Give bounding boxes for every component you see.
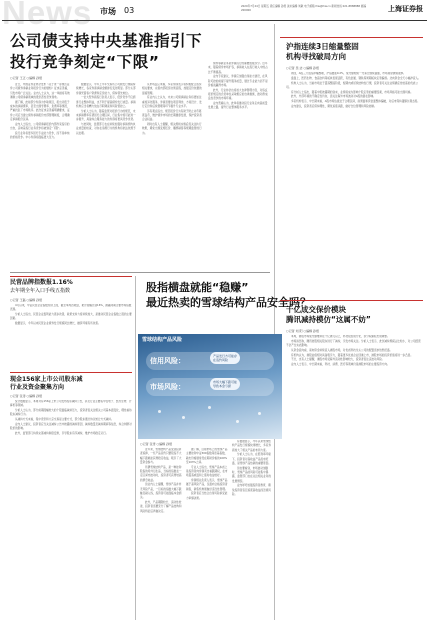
paragraph: 不过，也有人士提醒，港股市场受海外流动性影响较大，投资者需注意波动风险。 [291,358,385,362]
paragraph: 业内普遍认为，此举将推动投行业务走向高质量发展之路，提升行业整体服务水平。 [208,102,268,110]
column-divider [135,276,136,620]
left-headline-2-line1: 现金156家上市公司股东减 [10,376,83,383]
paragraph: 此外，外部环境的不确定性仍存，需关注海外市场波动对A股的潜在影响。 [291,95,376,99]
right-article-2-body [286,335,423,620]
right-headline-1-line1: 沪指连续3日缩量整固 [286,42,359,51]
paragraph: 有数据显示，今年以来雪球结构产品发行规模快速增长，多家券商加大了相关产品的布局力度。 [232,440,271,452]
left-headline-1-line2: 去年期全年入口手线五指数 [10,288,71,294]
paragraph: 与此同时，监管部门也在持续加强对承销机构执业质量的检查，对存在违规行为的机构将依法依规予以处理。 [76,123,136,135]
right-article-1-body [286,72,423,294]
main-column-3 [142,83,204,268]
paragraph: 本周，港股市场成交额维持在千亿港元以上，科技股表现分化，部分权重股出现调整。 [291,335,390,338]
paragraph: 近年来，雪球结构产品受到投资者追捧，一些产品宣传只要股指不大幅下跌就能获得稳定收益，吸引了大量资金参与。 [140,448,182,464]
right-headline-1-line2: 机构寻找破局方向 [286,52,346,61]
paragraph: 有分析人士指出，随着中报披露期的到来，业绩将成为影响个股走势的重要因素，市场风格可能出现切换。 [291,90,413,94]
credit-risk-label: 信用风险： [150,357,185,365]
paragraph: 数据显示，今年以来民营企业债券发行规模同比增长，融资环境有所改善。 [15,322,101,326]
paragraph: 分析人士认为，随着监管对报价行为的规范，未来承销费率有望回归合理区间，行业集中度可能进一步提升，具备综合服务能力的券商将更具竞争优势。 [76,109,136,122]
paragraph: 从减持方式来看，集中竞价和大宗交易是主要方式，部分股东通过协议转让方式减持。 [15,418,114,422]
paragraph: 但也要看到，市场波动加剧时，雪球产品的风险可能集中暴露，监管部门也在关注相关业务的发展情况。 [232,466,271,483]
main-byline: ○记者 王正 ○编辑 孙煜 [10,76,43,80]
paragraph: 数据显示，今年上半年交易所公司债发行规模持续增长，各家券商承销金额排名变化明显。部分头部券商凭借客户资源和定价能力，保持领先地位。 [76,83,136,95]
main-headline-line1: 公司债支持中央基准指引下 [10,32,203,50]
paragraph: 从市场反应来看，多家券商表示将积极配合落实相关要求，完善内部报价决策流程，加强定价依据的留痕管理。 [142,83,202,95]
left-headline-2-line2: 行业及资金聚集方向 [10,384,65,391]
feature-byline: ○记者 张雪 ○编辑 孙煜 [140,442,173,446]
paragraph: 从资金流向看，南向资金持续流入港股市场，对优质科技龙头公司的配置需求依然旺盛。 [291,348,393,352]
paragraph: 业内建议，投资者应保持理性，避免追涨杀跌，做好仓位管理和风险控制。 [291,105,377,109]
paragraph: 此外，产品期限较长、流动性较差，投资者需要充分了解产品结构和风险特征后再做决定。 [140,501,182,513]
section-rule [280,37,423,38]
feature-column-1 [140,448,182,620]
section-divider [10,272,270,273]
paragraph: 有业内人士认为，未来公司债承销业务将更加注重差异化服务，券商需要在项目筛选、方案设计、发行定价和后续管理等环节提升专业水平。 [142,96,202,108]
paragraph: 此外，行业协会也将加大自律管理力度，对违反报价规定的会员单位采取相应的自律措施，推动形成良性竞争的市场环境。 [208,88,268,101]
paragraph: 券商相关负责人表示，雪球产品属于高风险产品，仅面向合格投资者销售，销售机构须做好适当性管理。 [186,479,228,491]
paragraph: 专业人士指出，雪球产品本质上是投资者向券商卖出看跌期权，在市场震荡或温和上涨时收益较好。 [186,465,228,478]
left-article-2-body [10,400,132,620]
paragraph: 市场消息称，腾讯控股相关股东进行了减持，引发市场关注。分析人士表示，此次减持规模占比较小，对公司经营不会产生实质影响。 [286,339,421,348]
paragraph: 业内呼吁加强投资者教育，避免投资者盲目追逐高收益而忽视风险。 [232,484,271,497]
paragraph: 另有观点指出，规范报价行为有助于防止劣币驱逐良币，维护债券市场的长期健康发展，保护投资者合法权益。 [142,109,202,122]
paragraph: 此外，监管部门持续完善减持制度安排，引导股东有序减持，维护市场稳定运行。 [15,432,109,436]
left-headline-2 [10,376,83,392]
left-headline-1-line1: 民营品牌指数报1.16% [10,279,73,286]
credit-risk-bubble: 产品发行方可能存在违约风险 [210,352,240,364]
feature-headline-line1: 股指横盘就能“稳赚” [146,281,249,294]
main-column-1 [10,83,72,268]
right-byline-2: ○记者 刘 阳 ○编辑 孙煜 [286,329,320,333]
right-headline-2-line1: 千亿成交保价模块 [286,305,346,314]
page-header [0,0,429,30]
figure-title: 雪球结构产品风险 [142,337,183,343]
snowball-icon [182,416,185,419]
paragraph: 业内人士表示，中长期来看，科技、消费、医疗等领域仍是港股市场的主要投资方向。 [291,363,390,367]
left-byline-1: ○记者 王磊 ○编辑 孙煜 [10,298,43,302]
newspaper-name: 上海证券报 [388,4,423,13]
right-headline-2 [286,305,371,325]
paragraph: 债券承销业务是券商投行的重要组成部分。近年来，随着债券市场扩容，承销收入在投行收入中的占比不断提高。 [208,62,268,74]
paragraph: 一位大型券商投行负责人表示，低价竞争不仅损害行业整体利益，也不利于提高债券发行质量。承销机构应当将精力放在尽职调查和风险管控上。 [76,96,136,108]
paragraph: 据了解，目前市场上的雪球产品主要挂钩中证500指数等宽基指数，敲出价格通常设在期初价格的100%至103%之间。 [186,448,228,464]
paragraph: 同时也有人士提醒，相关规则实施后需关注执行效果，避免出现变相压价、捆绑销售等规避监管的行为。 [142,123,202,135]
right-headline-1 [286,42,359,62]
section-rule [10,276,132,277]
snowball-icon [208,406,211,409]
main-column-2 [76,83,138,268]
paragraph: 机构人士认为，当前市场处于震荡整固阶段，短期内或延续结构性行情，投资者可关注业绩确定性较高的优质公司。 [286,81,419,89]
header-rule [2,20,427,21]
feature-column-2 [186,448,228,620]
paragraph: 业内专家建议，券商应加强自身能力建设，在风险可控的前提下提升服务质量，通过专业能力而不是价格战赢得市场。 [208,75,268,87]
snowball-icon [236,420,239,423]
paragraph: 分析人士指出，民营企业盈利能力逐步改善，政策支持力度持续加大，是推动民营企业指数上涨的主要因素。 [10,313,132,321]
snowball-icon [258,412,261,415]
paragraph: 盘面上，医药生物、食品饮料等板块表现活跃，有色金属、钢铁等周期板块走势偏弱。北向资金全天小幅净流入。 [291,76,421,80]
feature-illustration [138,334,282,439]
brand-mark: News [2,0,93,31]
page-number: 03 [124,6,135,15]
main-headline-line2: 投行竞争刻定“下限” [10,53,160,71]
snowball-icon [158,410,161,413]
feature-headline-line2: 最近热卖的雪球结构产品安全吗？ [146,296,311,309]
section-rule [10,372,132,373]
paragraph: 近日，中国证券业协会发布《关于进一步规范证券公司债券承销业务报价行为的通知》征求意见稿，引发市场广泛关注。业内人士认为，这一举措将有效遏制公司债承销领域的低价恶性竞争现象。 [10,83,70,99]
paragraph: 投行业务将更多回归专业能力竞争，而不是单纯的价格竞争。中小券商将面临更大压力。 [10,131,70,140]
column-divider [274,24,275,620]
paragraph: 有机构认为，港股估值相对具备吸引力，随着更多优质企业回港上市，港股市场的投资价值将进一步凸显。 [291,353,413,357]
left-byline-2: ○记者 张涛 ○编辑 孙煜 [10,394,43,398]
paragraph: 4月以来，中证民营企业指数连续上涨，截至本周四收盘，累计涨幅达到16%，跑赢同期主要市场指数表现。 [10,304,132,312]
paragraph: 统计数据显示，本周共有156家上市公司发布股东减持公告，涉及行业主要集中在电子、医药生物、计算机等领域。 [10,400,132,408]
paragraph: 但业内人士提醒，雪球产品并非无风险产品，一旦标的指数大幅下跌触及敲入线，投资者可能面临本金损失。 [140,483,182,500]
edition-meta: 2020年7月24日 星期五 责任编辑 孙煜 美术编辑 刘敏 电子邮箱 lhw@lhw.cn 新闻热线 021-8888888 邮编 200000 [241,5,367,12]
left-headline-1 [10,279,73,295]
right-byline-1: ○记者 吴 洁 ○编辑 孙煜 [286,66,320,70]
paragraph: 分析人士认为，在低利率环境下，投资者对高收益产品需求旺盛，是雪球产品热销的重要原因。 [232,453,271,465]
left-article-1-body [10,304,132,366]
paragraph: 所谓雪球结构产品，是一种挂钩股指的场外衍生品，当标的指数在一定区间内波动时，投资者可获得较高的票息收益。 [140,465,182,482]
paragraph: 业内人士建议，投资者应当关注减持公告中披露的减持原因、减持数量及减持期间等信息，综合判断对股价的影响。 [10,422,132,431]
market-risk-label: 市场风险： [150,383,185,391]
paragraph: 业内人士指出，公司债承销报价内部约束指引的出台，意味着投行业务竞争将被划定“下限”。 [10,122,70,130]
paragraph: 据了解，此前部分券商为争取项目，报出远低于成本的承销费率，甚至出现零费率、负费率等情况，严重扰乱了市场秩序。此次征求意见稿明确要求，证券公司应当建立债券承销报价内部管理制度，合理确定承销报价区间。 [10,100,70,121]
paragraph: 分析人士认为，部分前期涨幅较大的个股面临减持压力，投资者需关注相关公司基本面变化，理性看待股东减持行为。 [10,409,132,417]
section-name: 市场 [100,7,116,16]
paragraph: 投资者应当结合自身风险承受能力审慎决策。 [186,492,228,500]
paragraph: 多家机构表示，中长期来看，A股市场估值处于合理区间，政策面和资金面整体偏暖，对后市保持谨慎乐观态度。 [291,100,420,104]
main-column-4 [208,62,270,268]
section-rule [280,300,423,301]
market-risk-bubble: 市场大幅下跌可能导致本金亏损 [210,378,240,390]
feature-column-3 [232,440,272,620]
right-headline-2-line2: 腾讯减持模仿“这属不妨” [286,315,371,324]
paragraph: 周四，A股三大股指窄幅整理，沪指微涨0.2%，成交额较前一交易日继续萎缩，市场观望情绪浓厚。 [291,72,406,75]
